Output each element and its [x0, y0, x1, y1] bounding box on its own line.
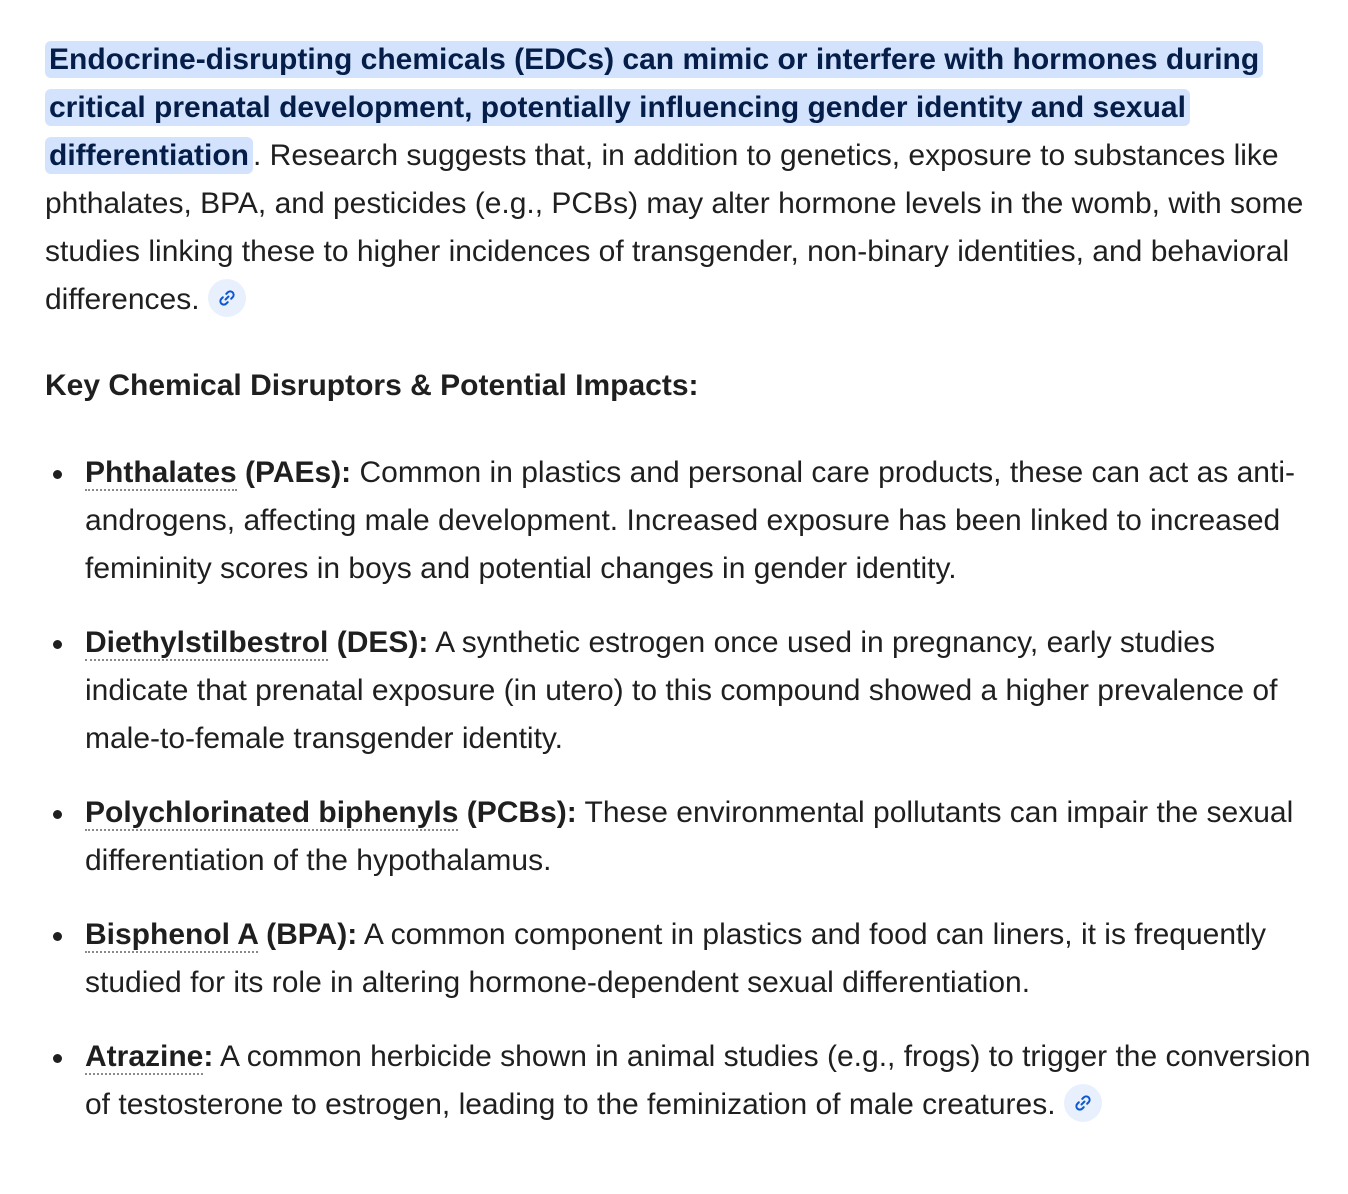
response-content — [45, 36, 1313, 1155]
list-item — [45, 619, 1313, 763]
citation-link-button[interactable] — [1064, 1084, 1102, 1122]
item-description: Common in plastics and personal care products, these can act as anti-androgens, affecting male development. Increased exposure has been linked to increased femininity scores in boys and potential changes in gender identity. — [85, 456, 1295, 585]
item-description: A common component in plastics and food can liners, it is frequently studied for its role in altering hormone-dependent sexual differentiation. — [85, 918, 1267, 999]
term-suffix: (PAEs): — [236, 456, 352, 489]
term-link-polychlorinated-biphenyls[interactable]: Polychlorinated biphenyls — [85, 796, 459, 829]
disruptor-list — [45, 449, 1313, 1129]
term-link-atrazine[interactable]: Atrazine — [85, 1040, 204, 1073]
link-icon — [218, 289, 236, 307]
bullet-icon — [53, 810, 62, 819]
link-icon — [1074, 1094, 1092, 1112]
term-suffix: : — [203, 1040, 214, 1073]
bullet-icon — [53, 470, 62, 479]
term-link-diethylstilbestrol[interactable]: Diethylstilbestrol — [85, 626, 329, 659]
section-heading: Key Chemical Disruptors & Potential Impacts: — [45, 369, 699, 402]
item-description: A common herbicide shown in animal studies (e.g., frogs) to trigger the conversion of testosterone to estrogen, leading to the feminization of male creatures. — [85, 1040, 1311, 1121]
list-item — [45, 789, 1313, 885]
term-suffix: (PCBs): — [458, 796, 577, 829]
citation-link-button[interactable] — [208, 279, 246, 317]
intro-paragraph — [45, 36, 1313, 324]
bullet-icon — [53, 640, 62, 649]
list-item — [45, 911, 1313, 1007]
term-link-bisphenol-a[interactable]: Bisphenol A — [85, 918, 258, 951]
item-description: These environmental pollutants can impair the sexual differentiation of the hypothalamus. — [85, 796, 1294, 877]
term-suffix: (BPA): — [257, 918, 358, 951]
term-suffix: (DES): — [328, 626, 429, 659]
item-description: A synthetic estrogen once used in pregnancy, early studies indicate that prenatal exposure (in utero) to this compound showed a higher prevalence of male-to-female transgender identity. — [85, 626, 1278, 755]
intro-text: . Research suggests that, in addition to genetics, exposure to substances like phthalates, BPA, and pesticides (e.g., PCBs) may alter hormone levels in the womb, with some studies linking these to higher incidences of transgender, non-binary identities, and behavioral differences. — [45, 139, 1304, 316]
list-item — [45, 1033, 1313, 1129]
bullet-icon — [53, 932, 62, 941]
term-link-phthalates[interactable]: Phthalates — [85, 456, 237, 489]
list-item — [45, 449, 1313, 593]
bullet-icon — [53, 1054, 62, 1063]
highlighted-summary[interactable]: Endocrine-disrupting chemicals (EDCs) can mimic or interfere with hormones during critical prenatal development, potentially influencing gender identity and sexual differentiation — [45, 41, 1263, 174]
